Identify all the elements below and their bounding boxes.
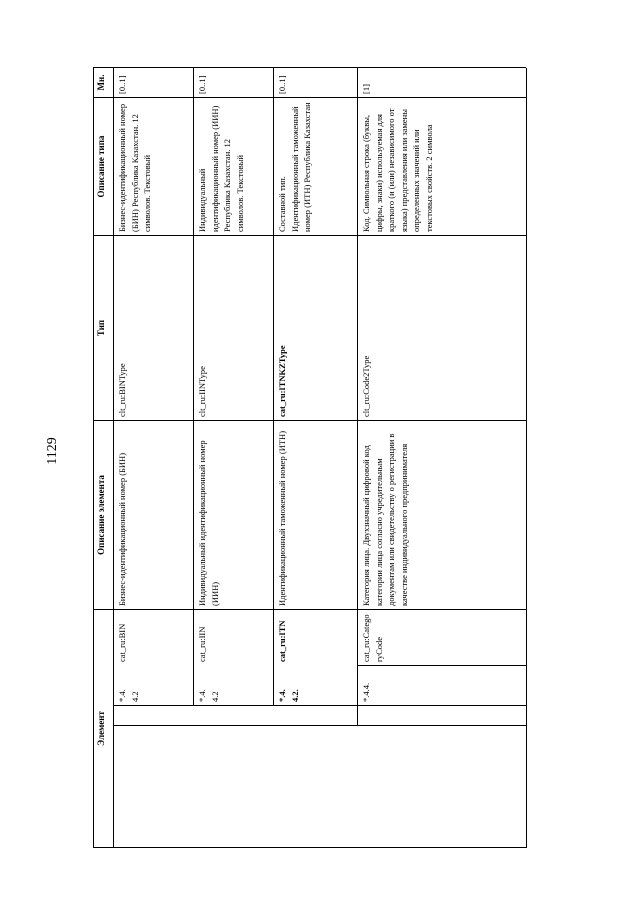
row-2-num: *.4.4.2 (197, 689, 220, 702)
row-3-element: cat_ru:ITN (277, 620, 287, 662)
row-1-num: *.4.4.2 (117, 689, 140, 702)
row-3-type-description: Составной тип. Идентификационный таможенный номер (ИТН) Республика Казахстан (277, 102, 312, 232)
table-border-bottom (526, 68, 527, 848)
indent-divider (113, 705, 526, 706)
row-2-type-description: Индивидуальный идентификационный номер (ИИН) Республика Казахстан. 12 символов. Текстовый (197, 105, 245, 232)
row-4-element: cat_ru:CategoryCode (361, 614, 384, 662)
header-multiplicity: Мн. (96, 74, 106, 91)
table-border-left (93, 847, 526, 848)
row-3-multiplicity: [0..1] (277, 75, 287, 94)
row-4-element-description: Категория лица. Двухзначный цифровой код категории лица согласно учредительным документам или свидетельству о регистрации в качестве индивидуального предпринимателя (361, 433, 409, 606)
header-element-description: Описание элемента (96, 475, 106, 555)
table-rotated-wrapper (93, 68, 526, 848)
column-divider (93, 420, 526, 421)
row-divider (193, 68, 194, 706)
row-1-element: cat_ru:BIN (117, 623, 127, 662)
row-1-type-description: Бизнес-идентификационный номер (БИН) Республика Казахстан. 12 символов. Текстовый (117, 103, 152, 232)
column-divider (93, 97, 526, 98)
row-4-type: clt_ru:Code2Type (361, 355, 371, 417)
row-2-multiplicity: [0..1] (197, 75, 207, 94)
header-element: Элемент (96, 711, 106, 746)
header-type-description: Описание типа (96, 135, 106, 198)
table-border-top (93, 68, 94, 848)
row-4-type-description: Код. Символьная строка (буквы, цифры, знаки) используемая для краткого (и (или) независимого от языка) представления или замены определенных значений или текстовых свойств. 2 символа (361, 108, 434, 232)
row-1-element-description: Бизнес-идентификационный номер (БИН) (117, 452, 127, 606)
row-divider (273, 68, 274, 706)
row-1-multiplicity: [0..1] (117, 75, 127, 94)
row-3-type: cat_ru:ITNKZType (277, 345, 287, 417)
table-border-right (93, 67, 526, 68)
row-3-num: *.4.4.2. (277, 689, 300, 702)
indent-divider (113, 725, 526, 726)
header-type: Тип (96, 319, 106, 337)
row-2-element: cat_ru:IIN (197, 626, 207, 662)
page-number: 1129 (45, 437, 60, 465)
num-column-divider (357, 665, 526, 666)
row-2-element-description: Индивидуальный идентификационный номер (ИИН) (197, 440, 220, 606)
data-table (93, 68, 526, 848)
row-1-type: clt_ru:BINType (117, 363, 127, 417)
row-2-type: clt_ru:IINType (197, 366, 207, 417)
column-divider (93, 235, 526, 236)
row-divider (357, 68, 358, 726)
row-4-multiplicity: [1] (361, 84, 371, 94)
row-3-element-description: Идентификационный таможенный номер (ИТН) (277, 430, 287, 606)
header-divider (113, 68, 114, 848)
column-divider (93, 609, 526, 610)
row-4-num: *.4.4. (361, 682, 371, 702)
